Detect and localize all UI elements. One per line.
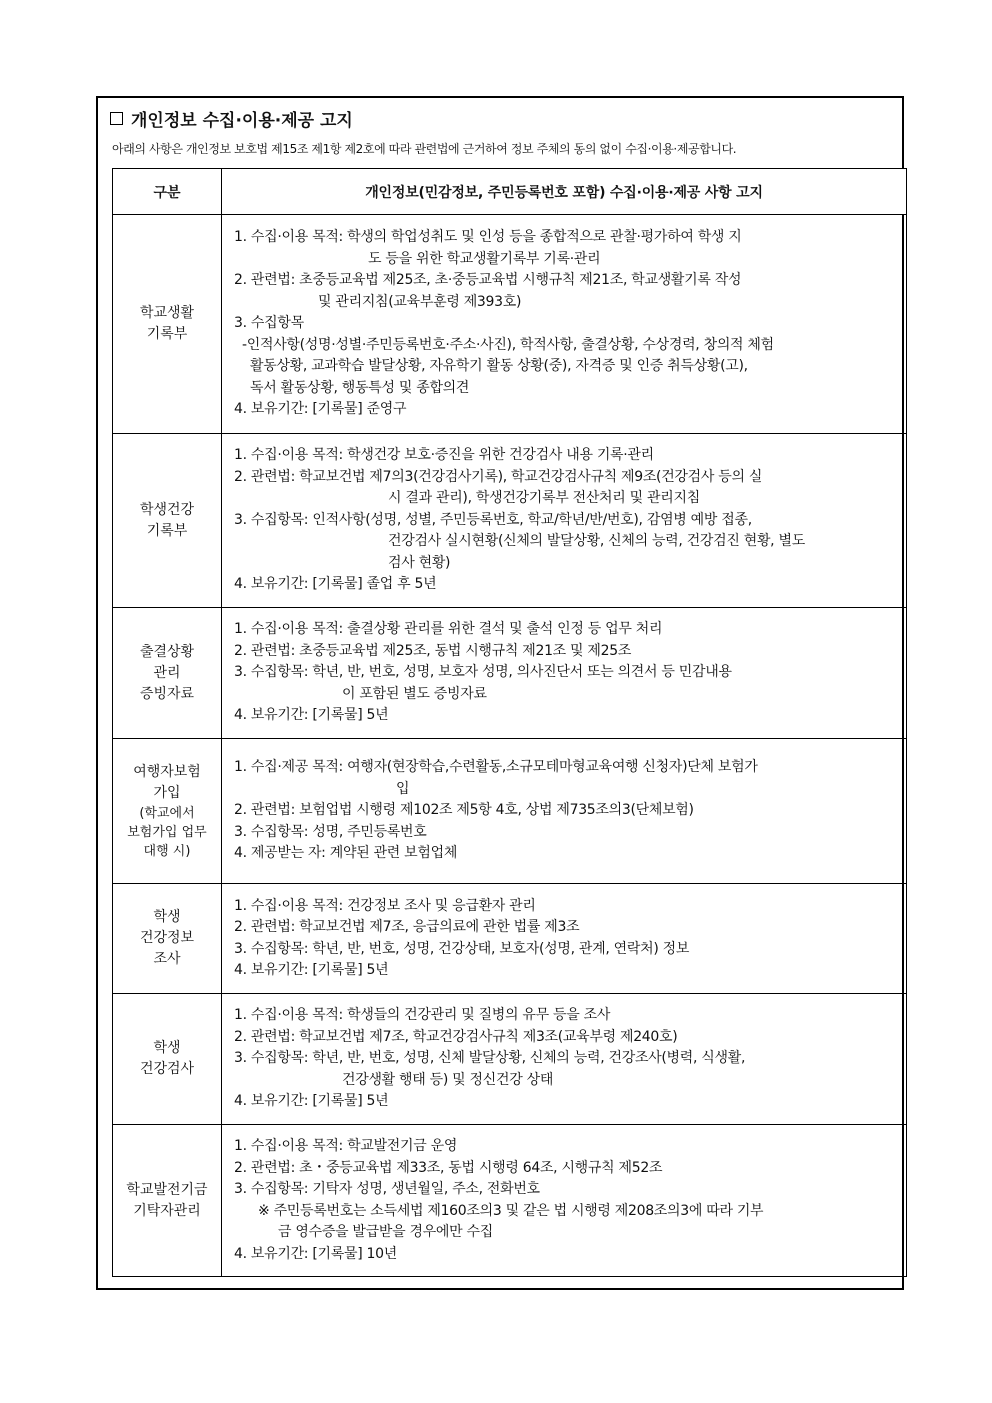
detail-line: 1. 수집·이용 목적: 학생건강 보호·증진을 위한 건강검사 내용 기록·관리 <box>234 447 654 464</box>
detail-line: -인적사항(성명·성별·주민등록번호·주소·사진), 학적사항, 출결상황, 수상경력, 창의적 체험 <box>242 336 774 353</box>
table-header-row <box>113 169 907 215</box>
row-category <box>113 994 222 1125</box>
category-line: (학교에서 <box>139 805 195 821</box>
row-details <box>222 608 907 739</box>
detail-line: 2. 관련법: 초중등교육법 제25조, 초·중등교육법 시행규칙 제21조, 학교생활기록 작성 <box>234 272 742 289</box>
detail-line: 4. 보유기간: [기록물] 10년 <box>234 1245 397 1262</box>
column-header-category: 구분 <box>113 169 222 215</box>
table-row <box>113 739 907 884</box>
notice-subtitle: 아래의 사항은 개인정보 보호법 제15조 제1항 제2호에 따라 관련법에 근거하여 정보 주체의 동의 없이 수집·이용·제공합니다. <box>112 142 737 156</box>
category-line: 기탁자관리 <box>133 1202 201 1219</box>
detail-line: 금 영수증을 발급받을 경우에만 수집 <box>278 1224 493 1240</box>
notice-title <box>110 106 353 131</box>
detail-line: 2. 관련법: 초・중등교육법 제33조, 동법 시행령 64조, 시행규칙 제52조 <box>234 1159 663 1176</box>
category-line: 학생건강 <box>139 501 195 518</box>
row-details <box>222 215 907 434</box>
detail-line: 4. 보유기간: [기록물] 5년 <box>234 707 389 724</box>
detail-line: 1. 수집·이용 목적: 학생들의 건강관리 및 질병의 유무 등을 조사 <box>234 1007 611 1024</box>
category-line: 여행자보험 <box>133 763 201 780</box>
row-details <box>222 739 907 884</box>
checkbox-icon <box>110 112 123 125</box>
detail-line: 1. 수집·이용 목적: 건강정보 조사 및 응급환자 관리 <box>234 897 536 914</box>
detail-line: 건강생활 행태 등) 및 정신건강 상태 <box>342 1071 554 1088</box>
table-row <box>113 434 907 608</box>
detail-line: 2. 관련법: 초중등교육법 제25조, 동법 시행규칙 제21조 및 제25조 <box>234 642 632 659</box>
detail-line: 4. 보유기간: [기록물] 졸업 후 5년 <box>234 576 437 593</box>
category-line: 학생 <box>153 1040 181 1056</box>
detail-line: 1. 수집·이용 목적: 출결상황 관리를 위한 결석 및 출석 인정 등 업무 처리 <box>234 621 663 638</box>
row-category <box>113 608 222 739</box>
detail-line: 3. 수집항목 <box>234 315 304 332</box>
detail-line: 1. 수집·이용 목적: 학생의 학업성취도 및 인성 등을 종합적으로 관찰·평가하여 학생 지 <box>234 229 742 246</box>
detail-line: 1. 수집·제공 목적: 여행자(현장학습,수련활동,소규모테마형교육여행 신청자)단체 보험가 <box>234 759 758 776</box>
table-row <box>113 994 907 1125</box>
detail-line: 및 관리지침(교육부훈령 제393호) <box>318 293 522 310</box>
detail-line: 검사 현황) <box>388 554 451 571</box>
category-line: 건강정보 <box>139 930 195 946</box>
row-details <box>222 434 907 608</box>
detail-line: 이 포함된 별도 증빙자료 <box>342 685 487 702</box>
category-line: 기록부 <box>146 522 188 539</box>
detail-line: 건강검사 실시현황(신체의 발달상황, 신체의 능력, 건강검진 현황, 별도 <box>388 533 805 550</box>
category-line: 가입 <box>153 784 181 801</box>
notice-table <box>112 168 907 1277</box>
detail-line: 4. 보유기간: [기록물] 5년 <box>234 962 389 978</box>
category-line: 대행 시) <box>143 843 191 859</box>
detail-line: 3. 수집항목: 기탁자 성명, 생년월일, 주소, 전화번호 <box>234 1181 540 1197</box>
category-line: 기록부 <box>146 326 188 342</box>
detail-line: 활동상황, 교과학습 발달상황, 자유학기 활동 상황(중), 자격증 및 인증 취득상황(고), <box>250 358 748 375</box>
detail-line: 4. 보유기간: [기록물] 5년 <box>234 1093 389 1110</box>
row-details <box>222 1125 907 1277</box>
detail-line: 3. 수집항목: 학년, 반, 번호, 성명, 신체 발달상황, 신체의 능력, 건강조사(병력, 식생활, <box>234 1050 746 1067</box>
detail-line: 2. 관련법: 학교보건법 제7조, 학교건강검사규칙 제3조(교육부령 제240호) <box>234 1028 678 1045</box>
row-details <box>222 994 907 1125</box>
detail-line: 시 결과 관리), 학생건강기록부 전산처리 및 관리지침 <box>388 490 700 507</box>
detail-line: 4. 보유기간: [기록물] 준영구 <box>234 401 407 418</box>
table-row <box>113 608 907 739</box>
detail-line: 3. 수집항목: 인적사항(성명, 성별, 주민등록번호, 학교/학년/반/번호), 감염병 예방 접종, <box>234 511 752 528</box>
category-line: 학교발전기금 <box>126 1181 208 1198</box>
detail-line: 3. 수집항목: 성명, 주민등록번호 <box>234 823 427 840</box>
row-category <box>113 739 222 884</box>
detail-line: 4. 제공받는 자: 계약된 관련 보험업체 <box>234 845 458 862</box>
detail-line: 2. 관련법: 학교보건법 제7의3(건강검사기록), 학교건강검사규칙 제9조(건강검사 등의 실 <box>234 468 763 485</box>
detail-line: ※ 주민등록번호는 소득세법 제160조의3 및 같은 법 시행령 제208조의3에 따라 기부 <box>258 1202 764 1219</box>
row-category <box>113 434 222 608</box>
detail-line: 2. 관련법: 학교보건법 제7조, 응급의료에 관한 법률 제3조 <box>234 919 580 935</box>
row-category <box>113 1125 222 1277</box>
detail-line: 1. 수집·이용 목적: 학교발전기금 운영 <box>234 1138 458 1154</box>
detail-line: 3. 수집항목: 학년, 반, 번호, 성명, 건강상태, 보호자(성명, 관계, 연락처) 정보 <box>234 940 690 957</box>
detail-line: 입 <box>396 780 410 797</box>
table-row <box>113 1125 907 1277</box>
category-line: 증빙자료 <box>139 685 195 702</box>
category-line: 건강검사 <box>139 1061 195 1077</box>
category-line: 학생 <box>153 909 181 925</box>
category-line: 보험가입 업무 <box>127 824 207 840</box>
row-details <box>222 884 907 994</box>
notice-title-text: 개인정보 수집·이용·제공 고지 <box>131 111 353 131</box>
category-line: 조사 <box>153 951 181 967</box>
category-line: 출결상황 <box>139 643 195 660</box>
category-line: 학교생활 <box>139 305 195 321</box>
table-row <box>113 884 907 994</box>
row-category <box>113 215 222 434</box>
table-row <box>113 215 907 434</box>
column-header-details: 개인정보(민감정보, 주민등록번호 포함) 수집·이용·제공 사항 고지 <box>222 169 907 215</box>
row-category <box>113 884 222 994</box>
detail-line: 독서 활동상황, 행동특성 및 종합의견 <box>250 379 470 396</box>
notice-frame <box>96 96 904 1290</box>
detail-line: 3. 수집항목: 학년, 반, 번호, 성명, 보호자 성명, 의사진단서 또는 의견서 등 민감내용 <box>234 664 732 681</box>
detail-line: 도 등을 위한 학교생활기록부 기록·관리 <box>368 250 601 267</box>
category-line: 관리 <box>153 664 181 681</box>
detail-line: 2. 관련법: 보험업법 시행령 제102조 제5항 4호, 상법 제735조의3(단체보험) <box>234 802 694 819</box>
